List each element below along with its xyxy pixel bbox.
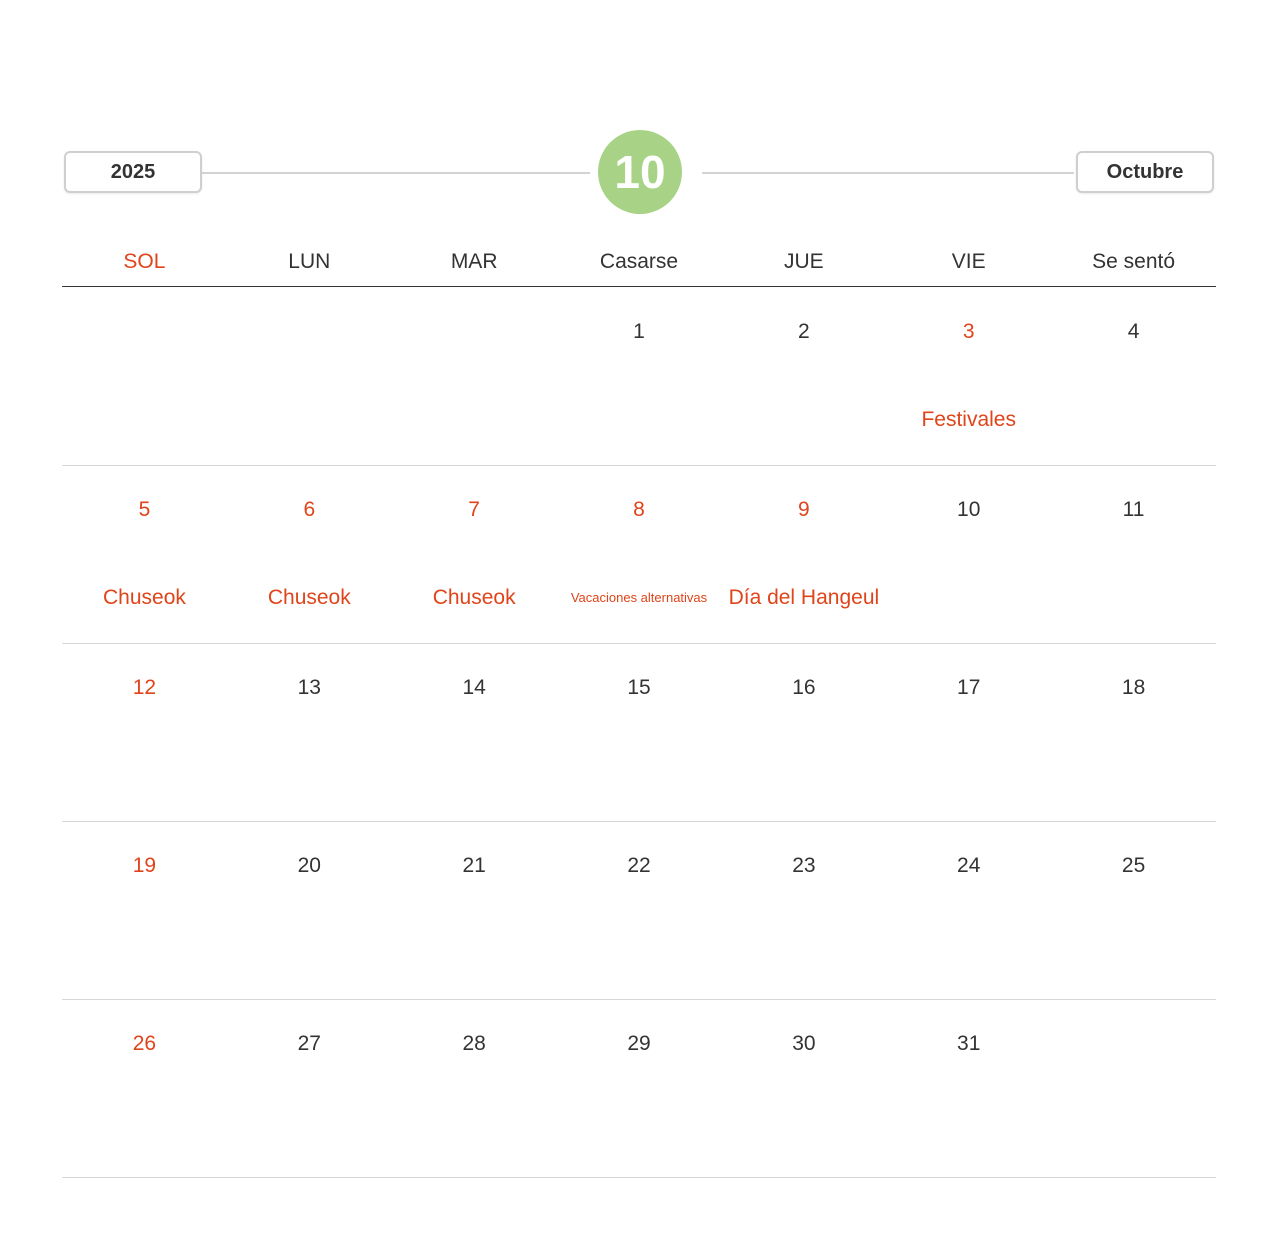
day-cell	[1051, 1000, 1216, 1177]
day-number: 7	[468, 498, 480, 521]
day-cell[interactable]	[721, 822, 886, 999]
month-name-label: Octubre	[1076, 151, 1214, 193]
weekday-header-row	[62, 244, 1216, 287]
day-number: 28	[462, 1032, 486, 1055]
calendar-header	[62, 130, 1216, 216]
day-cell[interactable]	[886, 644, 1051, 821]
weekday-thu: JUE	[784, 250, 824, 273]
weekday-sat: Se sentó	[1092, 250, 1176, 273]
day-cell[interactable]	[886, 288, 1051, 465]
day-number: 21	[462, 854, 486, 877]
day-cell[interactable]	[886, 466, 1051, 643]
day-cell[interactable]	[62, 644, 227, 821]
day-number: 12	[132, 676, 157, 699]
day-cell[interactable]	[1051, 822, 1216, 999]
day-cell[interactable]	[1051, 466, 1216, 643]
day-number: 11	[1122, 498, 1145, 521]
day-cell[interactable]	[62, 1000, 227, 1177]
day-number: 26	[132, 1032, 157, 1055]
weekday-sun: SOL	[123, 250, 166, 273]
year-label: 2025	[64, 151, 202, 193]
week-row	[62, 288, 1216, 466]
weekday-mon: LUN	[288, 250, 331, 273]
holiday-label: Chuseok	[267, 586, 351, 609]
day-cell[interactable]	[557, 288, 722, 465]
day-cell[interactable]	[392, 466, 557, 643]
holiday-label: Festivales	[921, 408, 1016, 431]
header-divider-right	[702, 172, 1074, 174]
day-number: 4	[1127, 320, 1140, 343]
day-number: 15	[627, 676, 651, 699]
day-cell[interactable]	[392, 644, 557, 821]
day-cell[interactable]	[721, 644, 886, 821]
day-cell[interactable]	[886, 1000, 1051, 1177]
day-cell[interactable]	[557, 466, 722, 643]
day-number: 31	[957, 1032, 981, 1055]
day-cell[interactable]	[227, 644, 392, 821]
day-number: 20	[297, 854, 321, 877]
day-number: 18	[1121, 676, 1146, 699]
day-cell[interactable]	[721, 1000, 886, 1177]
weekday-fri: VIE	[951, 250, 986, 273]
day-cell	[62, 288, 227, 465]
day-cell[interactable]	[62, 466, 227, 643]
day-number: 13	[297, 676, 321, 699]
day-number: 23	[792, 854, 816, 877]
day-cell[interactable]	[557, 1000, 722, 1177]
day-number: 6	[303, 498, 316, 521]
day-cell[interactable]	[227, 822, 392, 999]
week-row	[62, 822, 1216, 1000]
day-number: 14	[462, 676, 486, 699]
week-row	[62, 466, 1216, 644]
calendar-grid	[62, 288, 1216, 1178]
day-cell[interactable]	[557, 822, 722, 999]
holiday-label: Chuseok	[102, 586, 186, 609]
day-number: 30	[792, 1032, 816, 1055]
day-cell[interactable]	[886, 822, 1051, 999]
day-cell	[227, 288, 392, 465]
holiday-label: Día del Hangeul	[728, 586, 880, 609]
holiday-label: Chuseok	[432, 586, 516, 609]
weekday-wed: Casarse	[599, 250, 679, 273]
day-number: 19	[132, 854, 157, 877]
day-number: 16	[792, 676, 816, 699]
day-number: 2	[798, 320, 810, 343]
day-cell	[392, 288, 557, 465]
day-number: 8	[633, 498, 645, 521]
day-cell[interactable]	[721, 288, 886, 465]
day-cell[interactable]	[1051, 288, 1216, 465]
day-number: 5	[138, 498, 151, 521]
day-number: 27	[297, 1032, 321, 1055]
day-cell[interactable]	[392, 822, 557, 999]
day-cell[interactable]	[227, 1000, 392, 1177]
day-number: 1	[633, 320, 645, 343]
day-cell[interactable]	[1051, 644, 1216, 821]
day-cell[interactable]	[557, 644, 722, 821]
day-number: 25	[1121, 854, 1146, 877]
day-number: 24	[957, 854, 981, 877]
weekday-tue: MAR	[450, 250, 498, 273]
day-cell[interactable]	[227, 466, 392, 643]
week-row	[62, 644, 1216, 822]
holiday-label: Vacaciones alternativas	[570, 590, 708, 605]
day-number: 10	[957, 498, 981, 521]
day-number: 3	[962, 320, 975, 343]
header-divider-left	[202, 172, 590, 174]
day-cell[interactable]	[392, 1000, 557, 1177]
day-cell[interactable]	[721, 466, 886, 643]
month-number-badge: 10	[598, 130, 682, 214]
week-row	[62, 1000, 1216, 1178]
day-number: 29	[627, 1032, 651, 1055]
day-number: 17	[957, 676, 981, 699]
day-number: 22	[627, 854, 651, 877]
day-number: 9	[798, 498, 810, 521]
day-cell[interactable]	[62, 822, 227, 999]
